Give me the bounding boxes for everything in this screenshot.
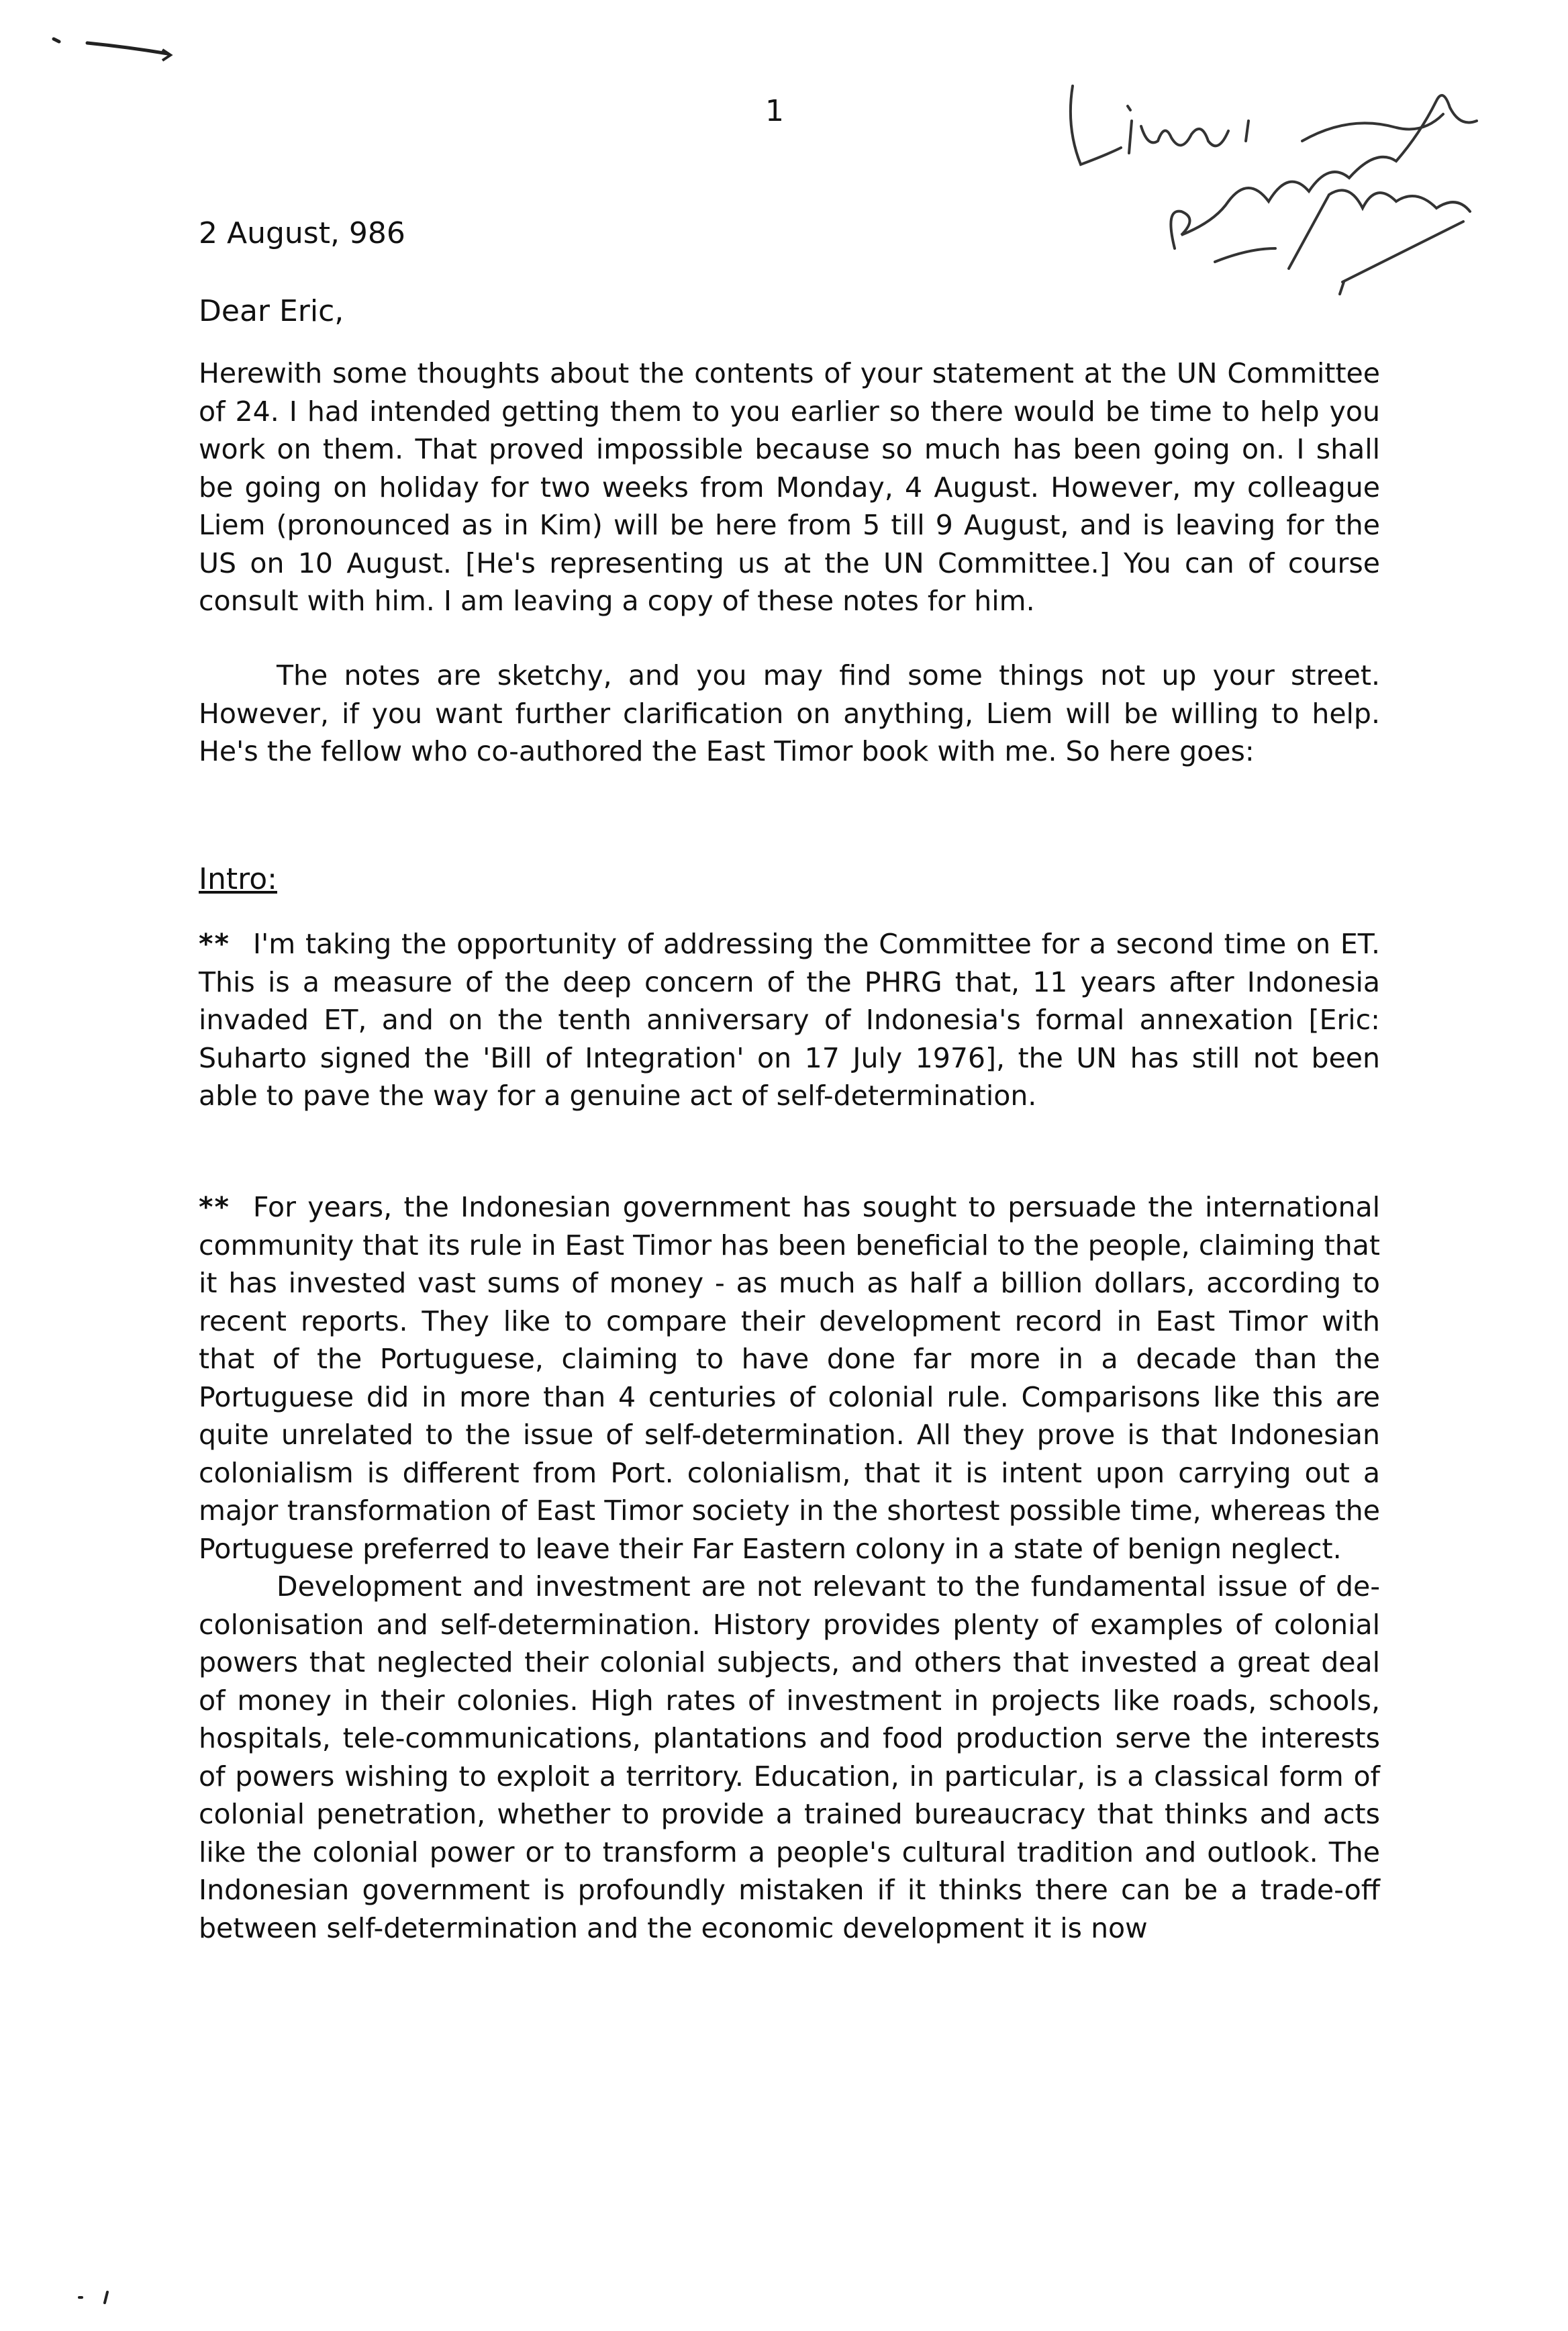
paragraph-2 [199,657,1380,771]
bullet-marker: ** [199,928,230,960]
corner-mark [74,2283,121,2310]
intro-heading: Intro: [199,862,277,896]
page-number: 1 [765,94,784,128]
pen-stroke-mark [40,13,175,67]
paragraph-2-text: The notes are sketchy, and you may find some things not up your street. However, if you want further clarification on anything, Liem will be willing to help. He's the fellow who co-authored the East Timor book with me. So here goes: [199,659,1380,767]
bullet-paragraph-2 [199,1188,1380,1947]
handwritten-note [1047,47,1490,295]
paragraph-3-text: Development and investment are not relevant to the fundamental issue of de-colonisation and self-determination. History provides plenty of examples of colonial powers that neglected their colonial subjects, and others that invested a great deal of money in their colonies. High rates of investment in projects like roads, schools, hospitals, tele-communications, plantations and food production serve the interests of powers wishing to exploit a territory. Education, in particular, is a classical form of colonial penetration, whether to provide a trained bureaucracy that thinks and acts like the colonial power or to transform a people's cultural tradition and outlook. The Indonesian government is profoundly mistaken if it thinks there can be a trade-off between self-determination and the economic development it is now [199,1570,1380,1944]
bullet-marker: ** [199,1191,230,1223]
bullet-1-text: I'm taking the opportunity of addressing the Committee for a second time on ET. This is a measure of the deep concern of the PHRG that, 11 years after Indonesia invaded ET, and on the tenth anniversary of Indonesia's formal annexation [Eric: Suharto signed the 'Bill of Integration' on 17 July 1976], the UN has still not been able to pave the way for a genuine act of self-determination. [199,928,1380,1112]
paragraph-1-text: Herewith some thoughts about the contents of your statement at the UN Committee of 24. I had intended getting them to you earlier so there would be time to help you work on them. That proved impossible because so much has been going on. I shall be going on holiday for two weeks from Monday, 4 August. However, my colleague Liem (pronounced as in Kim) will be here from 5 till 9 August, and is leaving for the US on 10 August. [He's representing us at the UN Committee.] You can of course consult with him. I am leaving a copy of these notes for him. [199,357,1380,617]
paragraph-1 [199,354,1380,620]
salutation: Dear Eric, [199,294,344,328]
letter-date: 2 August, 986 [199,216,405,250]
bullet-2-text: For years, the Indonesian government has sought to persuade the international community that its rule in East Timor has been beneficial to the people, claiming that it has invested vast sums of money - as much as half a billion dollars, according to recent reports. They like to compare their development record in East Timor with that of the Portuguese, claiming to have done far more in a decade than the Portuguese did in more than 4 centuries of colonial rule. Comparisons like this are quite unrelated to the issue of self-determination. All they prove is that Indonesian colonialism is different from Port. colonialism, that it is intent upon carrying out a major transformation of East Timor society in the shortest possible time, whereas the Portuguese preferred to leave their Far Eastern colony in a state of benign neglect. [199,1191,1380,1565]
bullet-paragraph-1 [199,925,1380,1115]
